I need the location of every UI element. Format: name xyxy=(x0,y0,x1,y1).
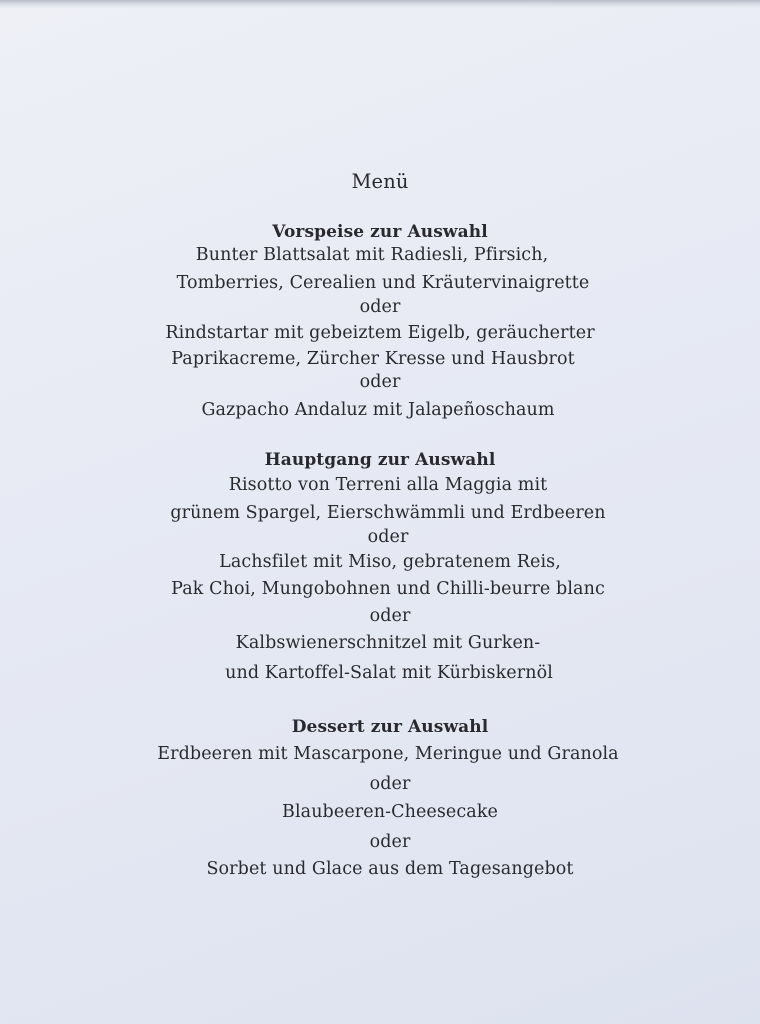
dessert-line-1: Erdbeeren mit Mascarpone, Meringue und Granola xyxy=(157,744,619,764)
starter-heading: Vorspeise zur Auswahl xyxy=(272,222,488,242)
dessert-separator-2: oder xyxy=(369,832,411,852)
main-line-4: Lachsfilet mit Miso, gebratenem Reis, xyxy=(219,552,561,572)
dessert-line-3: Blaubeeren-Cheesecake xyxy=(282,802,498,822)
paper-top-edge xyxy=(0,0,760,8)
menu-title: Menü xyxy=(351,170,409,193)
starter-line-1: Bunter Blattsalat mit Radiesli, Pfirsich, xyxy=(195,245,549,265)
starter-separator-2: oder xyxy=(359,372,401,392)
starter-line-5: Paprikacreme, Zürcher Kresse und Hausbrot xyxy=(171,349,575,369)
dessert-line-5: Sorbet und Glace aus dem Tagesangebot xyxy=(206,859,574,879)
dessert-heading: Dessert zur Auswahl xyxy=(291,717,489,737)
main-line-7: Kalbswienerschnitzel mit Gurken- xyxy=(235,633,541,653)
main-line-5: Pak Choi, Mungobohnen und Chilli-beurre blanc xyxy=(171,579,605,599)
starter-line-7: Gazpacho Andaluz mit Jalapeñoschaum xyxy=(201,400,555,420)
main-separator-1: oder xyxy=(367,527,409,547)
main-heading: Hauptgang zur Auswahl xyxy=(264,450,496,470)
dessert-separator-1: oder xyxy=(369,774,411,794)
starter-line-2: Tomberries, Cerealien und Kräutervinaigrette xyxy=(176,273,590,293)
starter-separator-1: oder xyxy=(359,297,401,317)
main-line-2: grünem Spargel, Eierschwämmli und Erdbeeren xyxy=(170,503,606,523)
main-line-1: Risotto von Terreni alla Maggia mit xyxy=(228,475,548,495)
starter-line-4: Rindstartar mit gebeiztem Eigelb, geräucherter xyxy=(165,323,595,343)
main-separator-2: oder xyxy=(369,606,411,626)
main-line-8: und Kartoffel-Salat mit Kürbiskernöl xyxy=(225,663,553,683)
